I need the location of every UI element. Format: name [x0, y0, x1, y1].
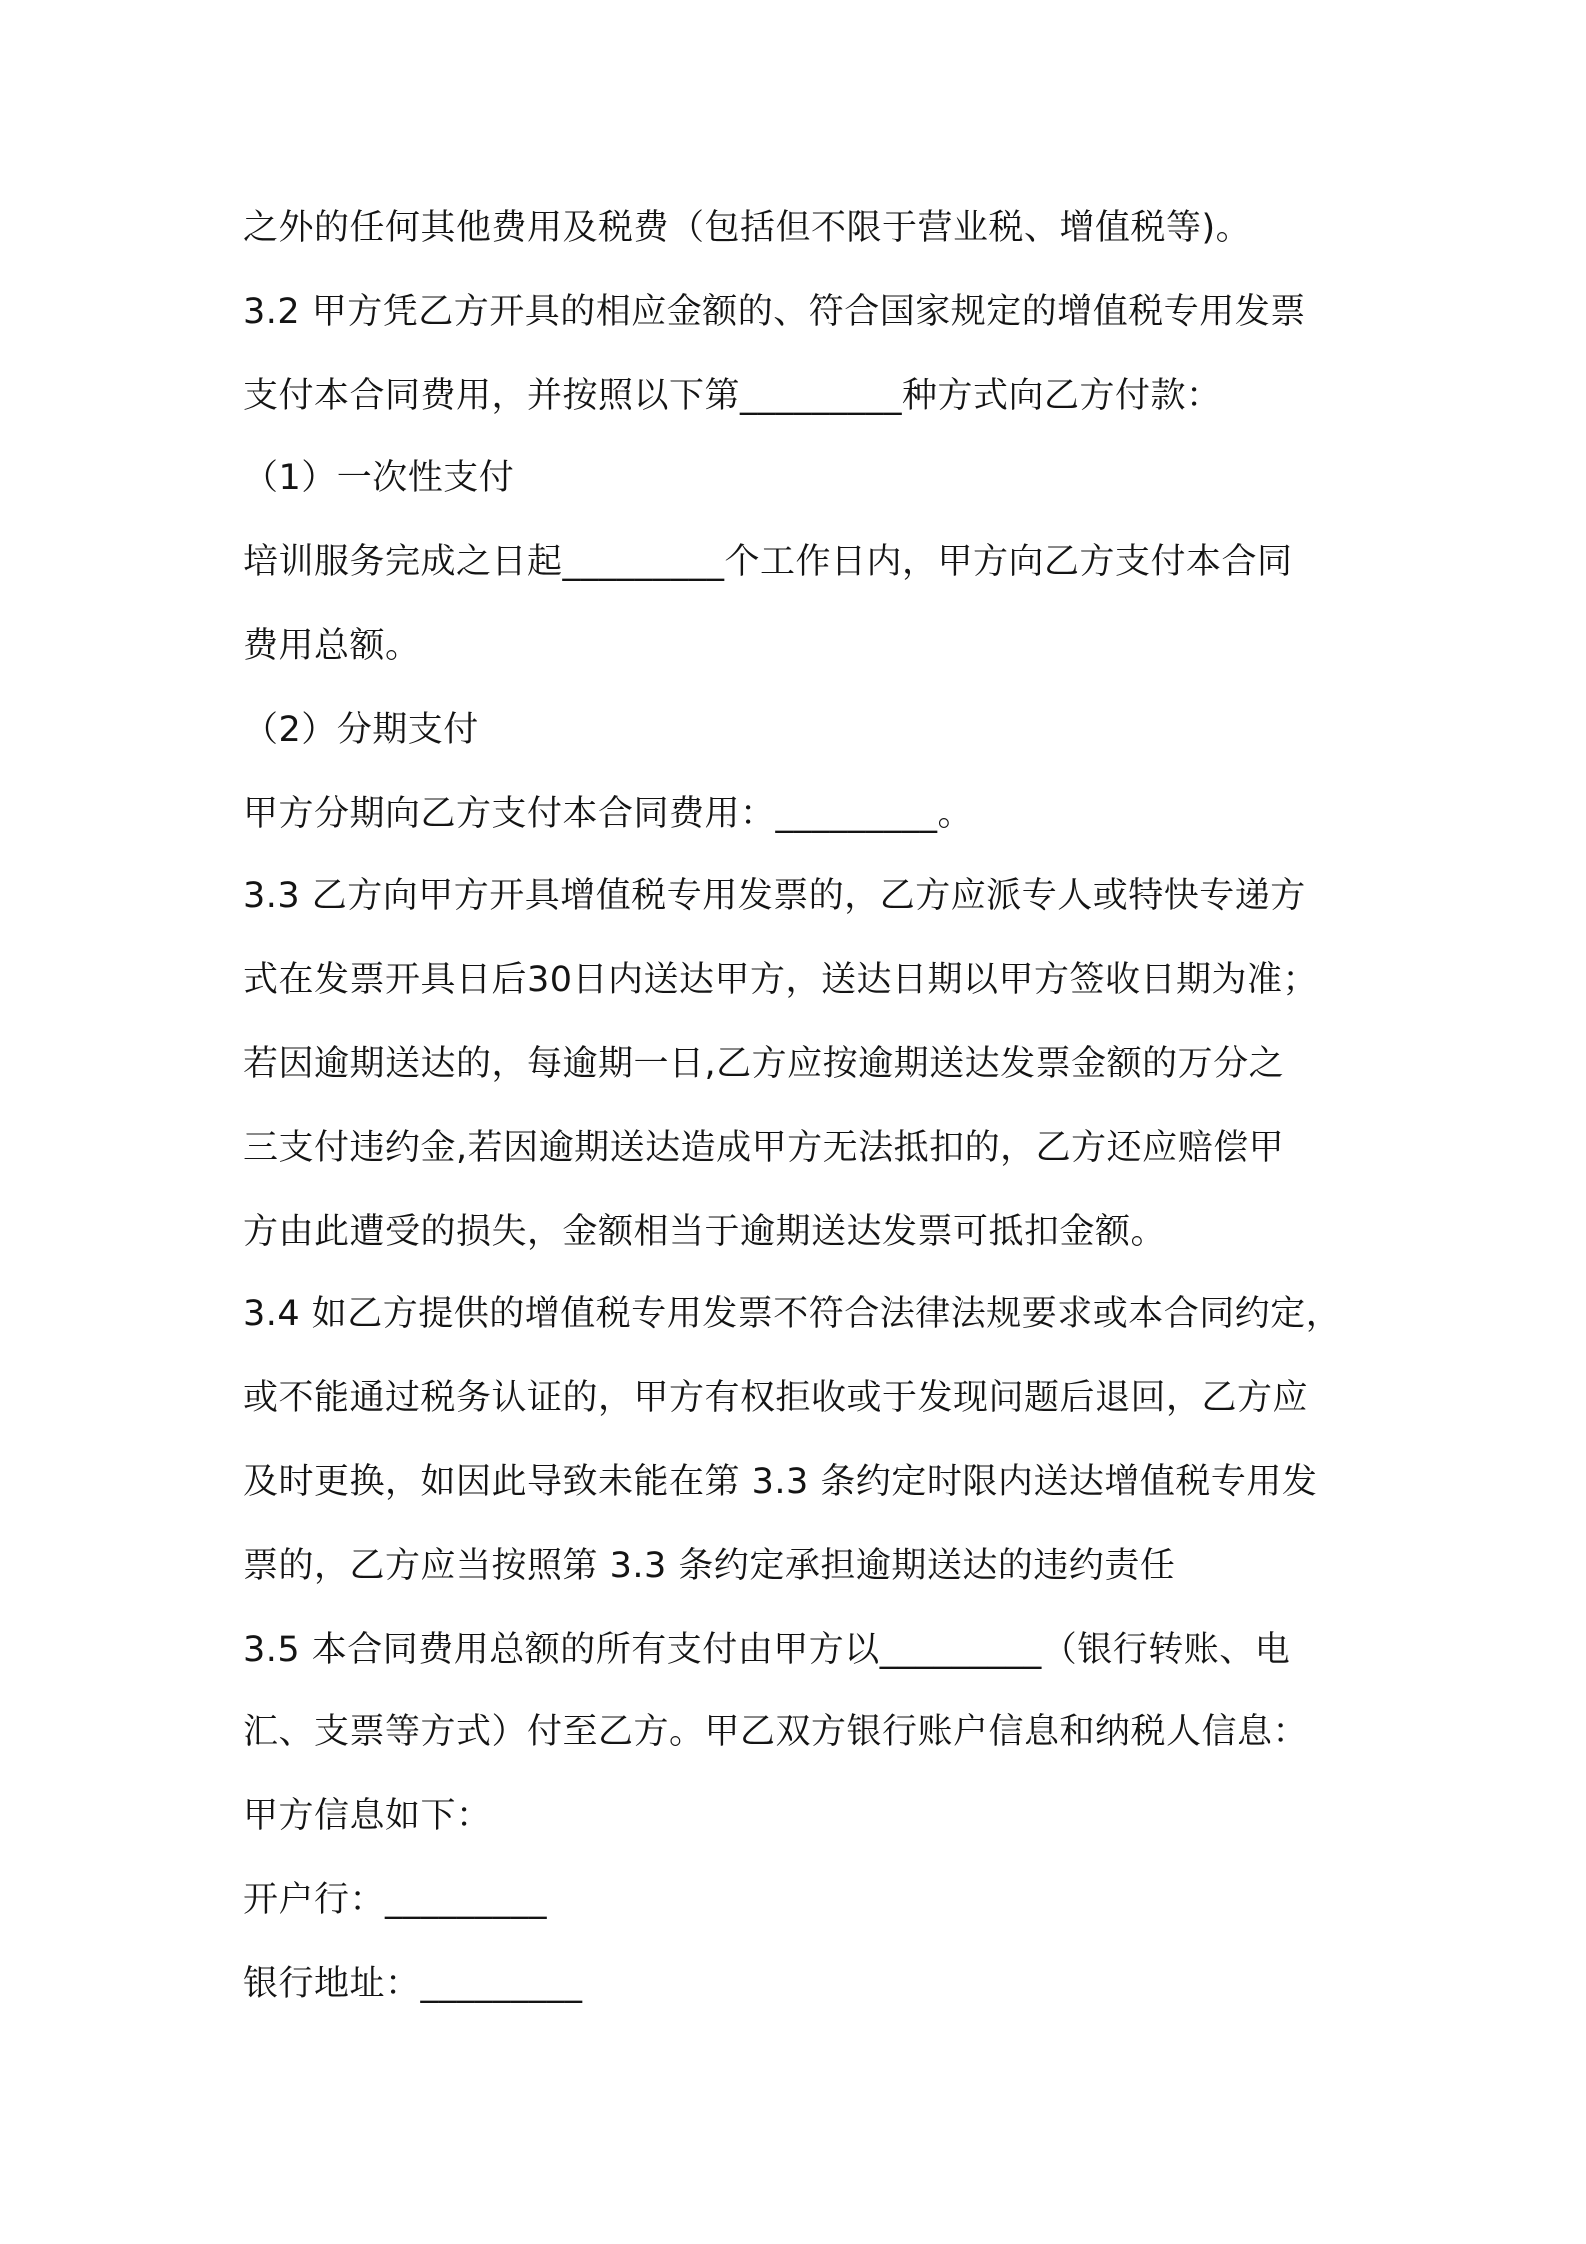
text-line-8: 甲方分期向乙方支付本合同费用：_________。	[243, 794, 974, 834]
text-line-6: 费用总额。	[243, 626, 421, 666]
text-line-21: 开户行：_________	[243, 1880, 548, 1920]
text-line-3: 支付本合同费用，并按照以下第_________种方式向乙方付款：	[243, 376, 1222, 416]
text-line-20: 甲方信息如下：	[243, 1796, 492, 1836]
text-line-11: 若因逾期送达的，每逾期一日,乙方应按逾期送达发票金额的万分之	[243, 1044, 1285, 1084]
text-line-4: （1）一次性支付	[243, 458, 515, 498]
text-line-15: 或不能通过税务认证的，甲方有权拒收或于发现问题后退回，乙方应	[243, 1378, 1309, 1418]
text-line-19: 汇、支票等方式）付至乙方。甲乙双方银行账户信息和纳税人信息：	[243, 1712, 1309, 1752]
text-line-9: 3.3 乙方向甲方开具增值税专用发票的，乙方应派专人或特快专递方	[243, 876, 1306, 916]
text-line-18: 3.5 本合同费用总额的所有支付由甲方以_________（银行转账、电	[243, 1630, 1291, 1670]
text-line-22: 银行地址：_________	[243, 1964, 583, 2004]
text-line-13: 方由此遭受的损失，金额相当于逾期送达发票可抵扣金额。	[243, 1212, 1167, 1252]
text-line-10: 式在发票开具日后30日内送达甲方，送达日期以甲方签收日期为准；	[243, 960, 1319, 1000]
text-line-1: 之外的任何其他费用及税费（包括但不限于营业税、增值税等)。	[243, 208, 1252, 248]
text-line-16: 及时更换，如因此导致未能在第 3.3 条约定时限内送达增值税专用发	[243, 1462, 1318, 1502]
text-line-5: 培训服务完成之日起_________个工作日内，甲方向乙方支付本合同	[243, 542, 1293, 582]
text-line-17: 票的，乙方应当按照第 3.3 条约定承担逾期送达的违约责任	[243, 1546, 1176, 1586]
text-line-7: （2）分期支付	[243, 710, 479, 750]
text-line-12: 三支付违约金,若因逾期送达造成甲方无法抵扣的，乙方还应赔偿甲	[243, 1128, 1285, 1168]
text-line-14: 3.4 如乙方提供的增值税专用发票不符合法律法规要求或本合同约定，	[243, 1294, 1342, 1334]
text-line-2: 3.2 甲方凭乙方开具的相应金额的、符合国家规定的增值税专用发票	[243, 292, 1306, 332]
